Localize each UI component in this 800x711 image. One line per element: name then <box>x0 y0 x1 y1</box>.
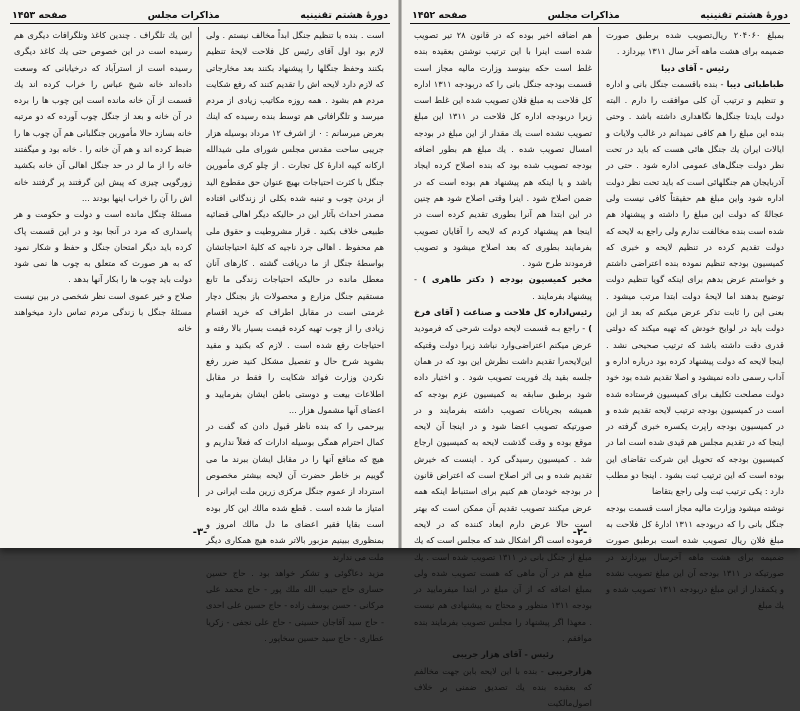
header-rule <box>410 23 790 24</box>
session-label: دورهٔ هشتم تقنینیه <box>300 9 388 21</box>
speech-paragraph <box>606 76 784 500</box>
speech-paragraph <box>414 304 592 646</box>
right-page-right-column <box>606 27 784 614</box>
right-page-left-column <box>414 27 592 711</box>
paragraph: این یك تلگراف . چندین کاغذ وتلگرافات دیگری هم رسیده است در این خصوص حتی یك کاغذ دیگری رسیده است از استرآباد که درخیابانی که وسعت داده‌اند خانه شیخ عباس را خراب کرده اند یك قسمت از آن خانه مانده است این چوب ها را برده در آن خانه و بعد از جنگل چوب آورده که دو مرتبه خانه بسازد حالا مأمورین جنگلبانی هم آن چوب ها را ضبط کرده اند و هم آن خانه را . خانه بود و میگفتند خانه را از ما لر در حد جنگل اهالی آن خانه بکشید زورگویی چیزی که پیش این گرفتند پر گرفتند خانه اش را آن را خراب اینها بودند ... <box>14 30 192 203</box>
paragraph: مسئلهٔ چنگل مانده است و دولت و حکومت و هر پاسداری که مرد در آنجا بود و در این قسمت پاک کرده باید دیگر امتحان جنگل و حفظ و شکار نمود که به هر صورت که متعلق به چوب ها نمی شود دولت باید چوب ها را بکار آنها بدهد . <box>14 209 192 285</box>
publication-title: مذاکرات مجلس <box>147 9 220 21</box>
speaker-name: مخبر کمیسیون بودجه ( دکتر طاهری ) <box>422 274 592 285</box>
speech-text: - بنده با این لایحه بابن جهت مخالفم که بعقیده بنده یك تصدیق ضمنی بر خلاف اصول‌مالکیت <box>414 665 592 709</box>
paragraph: صلاح و خیر عموی است نظر شخصی در بین نیست مسئلهٔ جنگل با زندگی مردم تماس دارد میخواهند خانه <box>14 290 192 334</box>
page-label: صفحه ۱۴۵۲ <box>412 9 468 21</box>
paragraph: بیرحمی را که بنده ناظر قبول دادن که گفت در کمال احترام همگی بوسیله ادارات که فعلاً نداریم و هیچ که منافع آنها را در مقابل ایشان ببرند ما می گوییم بر خاطر حضرت آن لایحه بیشتر مخصوص استرداد از عموم جنگل مرکزی زرین ملت ایرانی در امتیاز ما شده است . قطع شده مالك این کار بوده است بقایا فقیر اعضای ما دل مالك امروز و بمنظوری ببینیم مزبور بالاتر شده هیچ همکاری دیگر ملت می ندارند <box>206 421 384 562</box>
speaker-name: هزارجریبی <box>547 665 592 676</box>
paragraph: هم اضافه اخیر بوده که در قانون ۲۸ تیر تصویب شده است اینرا با این ترتیب نوشتن بعقیده بنده غلط است حکه بینوسد وزارت مالیه مجاز است قسمت بودجه جنگل بانی را که دربودجه ۱۳۱۱ اداره کل فلاحت به مبلغ فلان تصویب شده این غلط است زیرا دربودجه اداره کل فلاحت در ۱۳۱۱ این مبلغ تصویب نشده است یك مقدار از این مبلغ در بودجه امسال تصویب شده . یك مبلغ هم بطور اضافه بودجه تصویب شده بود که بنده اصلاح کرده ایجاد باشد و یا اینکه هم پیشنهاد هم بوده است که در ضمن اصلاح شود . اینرا وقتی اصلاح شود هم چنین در این ابتدا هم آنرا بطوری تقدیم کرده است در اینجا هم پیشنهاد کردم که لایحه را آقایان تصویب بفرمایند بطوری که بعد اصلاح میشود و تصویب فرمودند طرح شود . <box>414 30 593 269</box>
column-rule <box>598 27 599 497</box>
left-page-right-column <box>206 27 384 646</box>
publication-title: مذاکرات مجلس <box>547 9 620 21</box>
left-page-left-column <box>14 27 192 337</box>
header-rule <box>10 23 390 24</box>
speech-text: - بنده باقسمت جنگل بانی و اداره و تنظیم و ترتیب آن کلی موافقت را دارم . البته دولت بایدتا جنگل‌ها نگاهداری داشته باشد . وحتی بنده این مبلغ را هم کافی نمیدانم در غالب ولایات و ایالات ایران یك جنگل هائی هست که باید در تحت نظر دولت جنگل‌های عمومی اداره شود . حتی در آذربایجان هم جنگلهائی است که باید تحت نظر دولت اداره شود واین مبلغ هم حقیقتاً کافی نیست ولی عجالةً که دولت این مبلغ را داشته و پیشنهاد هم شده است بنده مخالفت ندارم ولی راجع به لایحه که دولت تقدیم کرده در تنظیم لایحه و خبری که کمیسیون بودجه تنظیم نموده بنده اعتراضی داشتم و خواستم عرض بدهم برای اینکه گویا تنظیم دولت توضیح بدهند اما لایحهٔ دولت ابتدا مرتب میشود . بعنی این را ثابت تذکر عرض میکنم که بعد از این دولت باید در لوایح خودش که تهیه میکند که دولتی قدری دقت داشته باشد که ترتیب صحیحی نشد . اینجا لایحه که دولت پیشنهاد کرده بود درباره اداره و آداب رسمی داده نمیشود و اصلا تقدیم شده بود خود دولت مصلحت تکلیف برای کمیسیون فرستاده شده است در کمیسیون بودجه ترتیب لایحه تقدیم شده و در کمیسیون بودجه راپرت یكسره خبری گرفته در اینجا که در تقدیم مجلس هم قیدی شده است اما در کمیسیون بودجه که تحویل این شرکت تقاضای این بوده است که این ترتیب ثبت بشود . اینجا دو مطلب دارد : یکی ترتیب ثبت ولی راجع بتقاضا <box>606 78 784 497</box>
page-label: صفحه ۱۴۵۳ <box>12 9 68 21</box>
speaker-call: رئیس - آقای هزار جریبی <box>452 649 554 660</box>
left-page <box>0 0 400 643</box>
page-number: -۳- <box>192 527 208 538</box>
paragraph: است . بنده با تنظیم جنگل ابداً مخالف نیستم . ولی لازم بود اول آقای رئیس کل فلاحت لایحهٔ تنظیم بکنند وحفظ جنگلها را پیشنهاد بکنند بعد مخارجاتی که لازم دارد لایحه اش را تقدیم کنند که رفع شکایت مردم هم بشود . همه روزه مکاتیب زیادی از مردم میرسد و تلگرافاتی هم توسط بنده رسیده که اینك بعرض میرسانم : ۰ از اشرف ۱۲ مرداد بوسیله هزار جریبی ساحت مقدس مجلس شورای ملی شیدالله ارکانه کپیه ادارهٔ کل تجارت . از چلو کری مأمورین جنگل با کثرت احتیاجات بهیچ عنوان حق مقطوع الید از بردن چوب و تبنبه شده بکلی از زندگانی افتاده مصدر احداث بآثار این در حالیکه دیگر اهالی قضائیه طبیعی خلاف بکنید . قرار مشروطیت و حقوق ملی هم محفوظ . اهالی جرد ناجیه که کلیهٔ احتیاجاتشان بواسطهٔ جنگل از ما دریافت گشته . کارهای آنان معطل مانده در حالیکه احتیاجات زندگی ما تابع مستقیم جنگل مزارع و محصولات باز بجنگل دچار غرمتی است در مقابل اطراف که خرید اقسام زیادی را از چوب تهیه کرده قیمت بسیار بالا رفته و احتیاجات رفع شده است . لازم که بکنید و مقید بشوید شرح حال و تفصیل مشکل کنید ضرر رفع نکردن وزارت فوائد شکایت را فقط در مقابل اطلاعات بیعت و دوستی باطن ایشان بفرمایید و اعضای آنها مشمول هزار ... <box>206 30 384 415</box>
right-page <box>400 0 800 709</box>
paragraph: بمبلغ ۲۰۴۰۶۰ ریال‌تصویب شده برطبق صورت ضمیمه برای هشت ماهه آخر سال ۱۳۱۱ بپردازد . <box>606 30 784 57</box>
speaker-name: رئیس‌اداره کل فلاحت و صناعت ( آقای فرخ ) <box>414 307 593 334</box>
left-page-header <box>12 8 388 22</box>
right-page-header <box>412 8 788 22</box>
paragraph: مزید دعاگوئی و تشکر خواهد بود . حاج حسین حساری حاج حبیب الله ملك پور - حاج محمد علی مرکانی - حسن یوسف زاده - حاج حسین علی احدی - حاج سید آقاجان حسینی - حاج علی نجفی - زکریا عطاری - حاج سید حسین سخاپور . <box>206 567 384 643</box>
speaker-call: رئیس - آقای دیبا <box>661 62 729 73</box>
session-label: دورهٔ هشتم تقنینیه <box>700 9 788 21</box>
speech-text: - پیشنهاد بفرمایند . <box>414 274 592 301</box>
speech-paragraph <box>414 271 592 304</box>
column-rule <box>198 27 199 497</box>
paragraph: نوشته میشود وزارت مالیه مجاز است قسمت بودجه جنگل بانی را که دربودجه ۱۳۱۱ ادارهٔ کل فلاحت به مبلغ فلان ریال تصویب شده است برطبق صورت ضمیمه برای هشت ماهه آخرسال بپردازند در صورتیکه در ۱۳۱۱ بودجه آن این مبلغ تصویب نشده و یکمقدار از این مبلغ دربودجه ۱۳۱۱ تصویب شده و یك مبلغ <box>606 502 784 611</box>
speech-paragraph <box>414 663 592 711</box>
speech-text: - راجع بـه قسمت لایحه دولت شرحی که فرمودید عرض میکنم اعتراضی‌وارد نباشد زیرا دولت وقتیکه این‌لایحه‌را تقدیم داشت نظرش این بود که در همان جلسه بقید یك فوریت تصویب شود . و اختیار داده شود برطبق سابقه به کمیسیون عزم بودجه که همیشه بجریانات تصویب داشته بفرمایند و در صورتیکه تصویب اعضا شود و در اینجا آن لایحه موقع بوده و وقت گذشت لایحه به کمیسیون ارجاع شد . کمیسیون رسیدگی کرد . اینست که خیرش تقدیم شده و بی اثر اصلاح است که اعتراض قانون در بودجه خودمان هم کنیم برای استنباط اینکه همه عرض میکنند تصویب تقدیم آن ممکن است که بهتر است حالا عرض دارم ابعاد کننده که در لایحه فرموده است اگر اشکال شد که مجلس است که یك مبلغ از جنگل بانی در ۱۳۱۱ تصویب شده است . یك مبلغ هم در آن ماهی که هست تصویب شده ولی بمبلغ اضافه که از آن مبلغ در ابتدا میفرمایید در بودجه ۱۳۱۱ منظور و محتاج به پیشنهادی هم نیست . معهذا اگر پیشنهاد را مجلس تصویب بفرمایند بنده موافقم . <box>414 323 593 643</box>
page-number: -۲- <box>572 527 588 538</box>
speaker-name: طباطبائی دیبا <box>726 78 784 89</box>
